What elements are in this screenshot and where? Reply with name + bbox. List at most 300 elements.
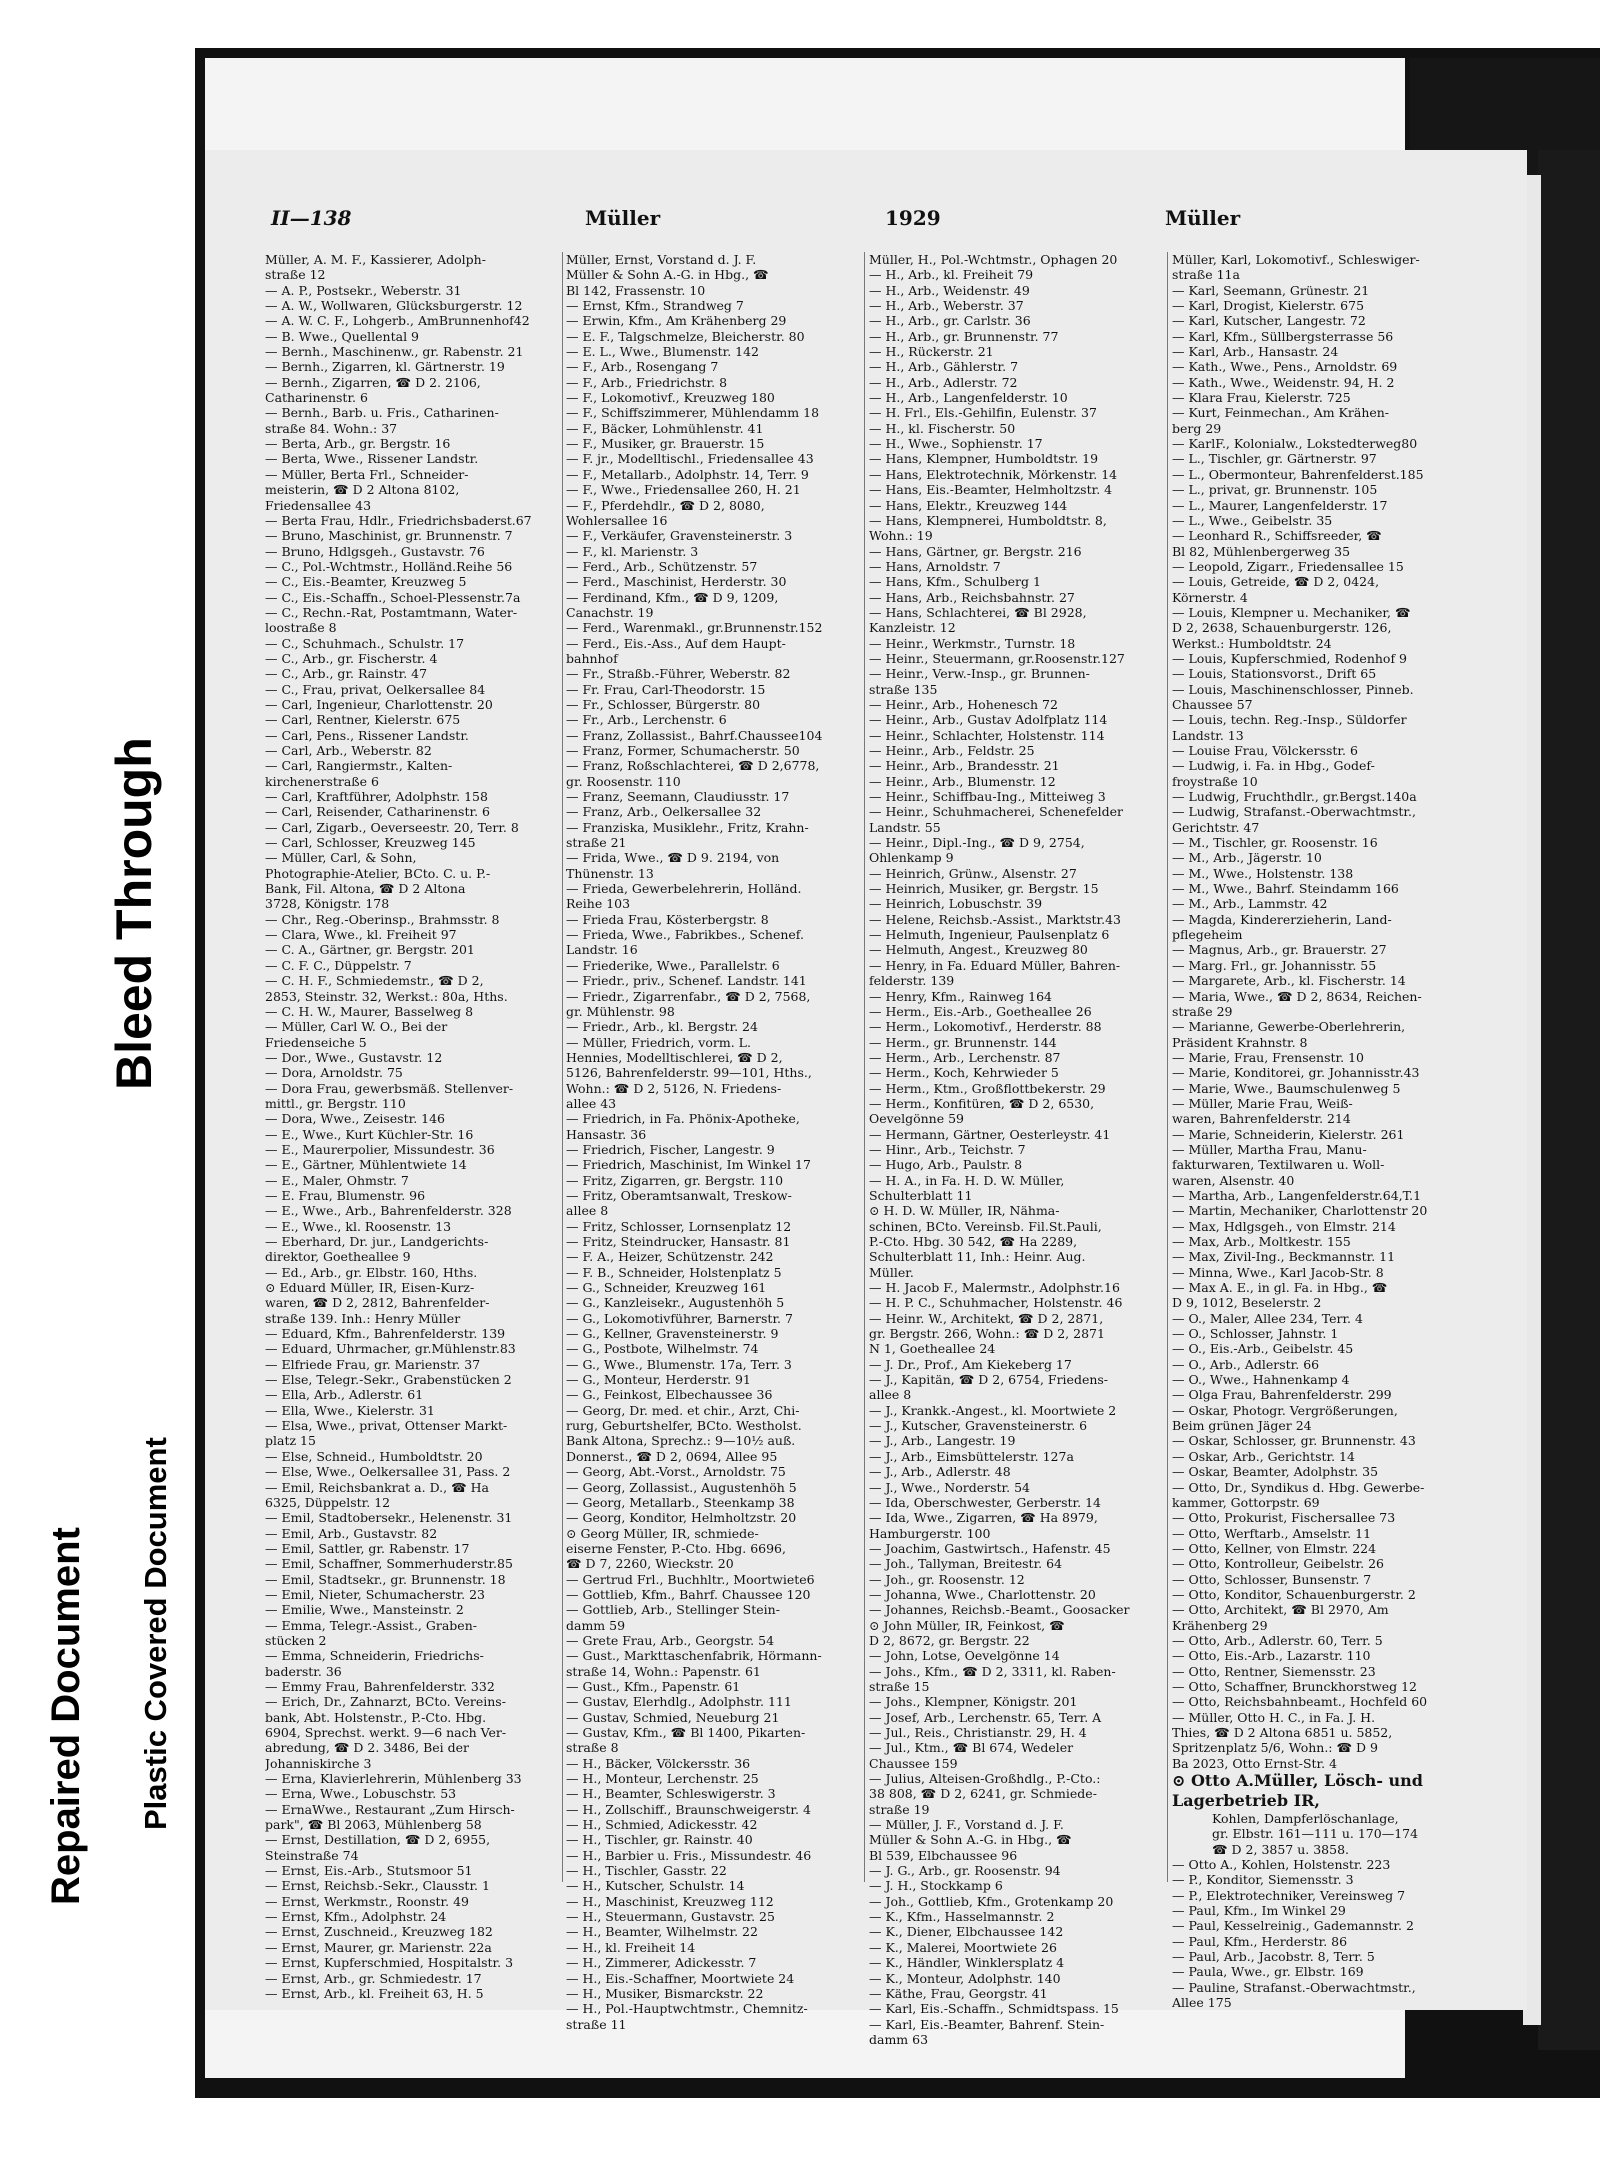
directory-entry-line: — Ludwig, i. Fa. in Hbg., Godef- [1172,758,1375,774]
directory-entry-line: — E., Maler, Ohmstr. 7 [265,1172,409,1188]
directory-entry-line: — Franz, Zollassist., Bahrf.Chaussee104 [566,727,823,743]
directory-entry-line: Gerichtstr. 47 [1172,819,1260,835]
directory-entry-line: — G., Schneider, Kreuzweg 161 [566,1280,767,1296]
directory-entry-line: — Fr., Schlosser, Bürgerstr. 80 [566,696,761,712]
directory-entry-line: — C. H. F., Schmiedemstr., ☎ D 2, [265,973,484,989]
directory-entry-line: — Käthe, Frau, Georgstr. 41 [869,1985,1048,2001]
directory-entry-line: — Ferdinand, Kfm., ☎ D 9, 1209, [566,589,779,605]
directory-entry-line: — Else, Wwe., Oelkersallee 31, Pass. 2 [265,1464,511,1480]
directory-entry-line: — H., Musiker, Bismarckstr. 22 [566,1985,764,2001]
directory-entry-line: — Friedr., Zigarrenfabr., ☎ D 2, 7568, [566,988,811,1004]
directory-entry-line: straße 11a [1172,267,1240,283]
directory-entry-line: — Herm., Arb., Lerchenstr. 87 [869,1049,1061,1065]
plastic-covered-label: Plastic Covered Document [138,1437,173,1830]
directory-entry-line: Wohn.: 19 [869,528,933,544]
directory-entry-line: — Elfriede Frau, gr. Marienstr. 37 [265,1356,481,1372]
directory-entry-line: — Karl, Kfm., Süllbergsterrasse 56 [1172,328,1394,344]
directory-entry-line: — Leopold, Zigarr., Friedensallee 15 [1172,558,1404,574]
column-4 [1172,252,1464,2011]
directory-entry-line: — Herm., Lokomotivf., Herderstr. 88 [869,1019,1102,1035]
directory-entry-line: — Eduard, Uhrmacher, gr.Mühlenstr.83 [265,1341,516,1357]
directory-entry-line: gr. Bergstr. 266, Wohn.: ☎ D 2, 2871 [869,1326,1105,1342]
directory-entry-line: — Ferd., Warenmakl., gr.Brunnenstr.152 [566,620,823,636]
directory-entry-line: Müller & Sohn A.-G. in Hbg., ☎ [566,267,769,283]
directory-entry-line: — H., kl. Fischerstr. 50 [869,420,1016,436]
directory-entry-line: — M., Wwe., Holstenstr. 138 [1172,865,1354,881]
directory-entry-line: — M., Arb., Lammstr. 42 [1172,896,1328,912]
directory-entry-line: Steinstraße 74 [265,1847,359,1863]
directory-entry-line: — E., Maurerpolier, Missundestr. 36 [265,1141,495,1157]
directory-entry-line: — Paul, Kfm., Herderstr. 86 [1172,1933,1348,1949]
directory-entry-line: — Gust., Markttaschenfabrik, Hörmann- [566,1648,822,1664]
directory-entry-line: Krähenberg 29 [1172,1617,1268,1633]
directory-entry-line: — Hinr., Arb., Teichstr. 7 [869,1141,1026,1157]
directory-entry-line: straße 14, Wohn.: Papenstr. 61 [566,1663,761,1679]
directory-entry-line: — Joh., Tallyman, Breitestr. 64 [869,1556,1063,1572]
directory-entry-line: allee 43 [566,1095,617,1111]
directory-entry-line: — Hans, Gärtner, gr. Bergstr. 216 [869,543,1082,559]
directory-entry-line: — Ernst, Kfm., Adolphstr. 24 [265,1909,447,1925]
directory-entry-line: — Else, Schneid., Humboldtstr. 20 [265,1448,483,1464]
directory-entry-line: — Max A. E., in gl. Fa. in Hbg., ☎ [1172,1280,1388,1296]
directory-entry-line: — Otto, Eis.-Arb., Lazarstr. 110 [1172,1648,1371,1664]
directory-entry-line: — H., Arb., Weberstr. 37 [869,298,1024,314]
directory-entry-line: — ErnaWwe., Restaurant „Zum Hirsch- [265,1801,515,1817]
directory-entry-line: gr. Roosenstr. 110 [566,773,681,789]
directory-entry-line: — Hans, Elektrotechnik, Mörkenstr. 14 [869,466,1118,482]
directory-entry-line: — Otto, Prokurist, Fischersallee 73 [1172,1510,1396,1526]
directory-entry-line: — Müller, Carl, & Sohn, [265,850,417,866]
directory-entry-line: — O., Maler, Allee 234, Terr. 4 [1172,1310,1363,1326]
directory-entry-line: 2853, Steinstr. 32, Werkst.: 80a, Hths. [265,988,508,1004]
directory-entry-line: — H., Tischler, Gasstr. 22 [566,1863,727,1879]
directory-entry-line: — Gust., Kfm., Papenstr. 61 [566,1678,741,1694]
directory-entry-line: Oevelgönne 59 [869,1111,965,1127]
page-number: II—138 [271,206,352,230]
directory-entry-line: — Leonhard R., Schiffsreeder, ☎ [1172,528,1382,544]
directory-entry-line: — F. A., Heizer, Schützenstr. 242 [566,1249,774,1265]
page-content [245,192,1485,2047]
directory-entry-line: P.-Cto. Hbg. 30 542, ☎ Ha 2289, [869,1234,1078,1249]
directory-entry-line: — Marie, Konditorei, gr. Johannisstr.43 [1172,1065,1420,1081]
directory-entry-line: — H., Arb., kl. Freiheit 79 [869,267,1034,283]
firm-detail: gr. Elbstr. 161—111 u. 170—174 [1212,1826,1419,1842]
directory-entry-line: pflegeheim [1172,927,1243,943]
directory-entry-line: mittl., gr. Bergstr. 110 [265,1095,406,1111]
directory-entry-line: damm 63 [869,2031,929,2047]
directory-entry-line: straße 135 [869,681,938,697]
directory-entry-line: — Ernst, Zuschneid., Kreuzweg 182 [265,1924,493,1940]
directory-entry-line: — P., Konditor, Siemensstr. 3 [1172,1872,1354,1888]
directory-entry-line: — Max, Zivil-Ing., Beckmannstr. 11 [1172,1249,1396,1265]
column-rule [864,252,865,1882]
directory-entry-line: — Erna, Klavierlehrerin, Mühlenberg 33 [265,1771,522,1787]
directory-entry-line: — Jul., Reis., Christianstr. 29, H. 4 [869,1725,1087,1740]
directory-entry-line: — H., Monteur, Lerchenstr. 25 [566,1771,759,1787]
directory-entry-line: — Louis, Klempner u. Mechaniker, ☎ [1172,604,1411,620]
directory-entry-line: straße 29 [1172,1003,1233,1019]
directory-entry-line: Spritzenplatz 5/6, Wohn.: ☎ D 9 [1172,1740,1378,1756]
directory-entry-line: — F., kl. Marienstr. 3 [566,543,699,559]
directory-entry-line: — Bernh., Zigarren, kl. Gärtnerstr. 19 [265,359,505,375]
directory-entry-line: — Helmuth, Ingenieur, Paulsenplatz 6 [869,927,1110,943]
directory-entry-line: Präsident Krahnstr. 8 [1172,1034,1308,1050]
directory-entry-line: Werkst.: Humboldtstr. 24 [1172,635,1332,651]
directory-entry-line: — Müller, Otto H. C., in Fa. J. H. [1172,1709,1376,1725]
directory-entry-line: — Johs., Kfm., ☎ D 2, 3311, kl. Raben- [869,1663,1116,1679]
directory-entry-line: — Erich, Dr., Zahnarzt, BCto. Vereins- [265,1694,506,1710]
directory-entry-line: — H. Frl., Els.-Gehilfin, Eulenstr. 37 [869,405,1097,421]
column-rule [1167,252,1168,1882]
directory-entry-line: Bank, Fil. Altona, ☎ D 2 Altona [265,881,466,897]
directory-entry-line: direktor, Goetheallee 9 [265,1249,411,1265]
directory-entry-line: — H., Maschinist, Kreuzweg 112 [566,1893,774,1909]
directory-entry-line: — Georg, Abt.-Vorst., Arnoldstr. 75 [566,1464,786,1480]
directory-entry-line: — O., Wwe., Hahnenkamp 4 [1172,1372,1350,1388]
directory-entry-line: D 9, 1012, Beselerstr. 2 [1172,1295,1322,1311]
directory-entry-line: — F., Arb., Friedrichstr. 8 [566,374,728,390]
directory-entry-line: — Magda, Kindererzieherin, Land- [1172,911,1392,927]
directory-entry-line: schinen, BCto. Vereinsb. Fil.St.Pauli, [869,1218,1102,1234]
directory-entry-line: abredung, ☎ D 2. 3486, Bei der [265,1740,470,1756]
directory-entry-line: — Hans, Klempnerei, Humboldtstr. 8, [869,512,1107,528]
directory-entry-line: — Otto, Konditor, Schauenburgerstr. 2 [1172,1586,1416,1602]
directory-entry-line: — Heinr., Werkmstr., Turnstr. 18 [869,635,1076,651]
directory-entry-line: — Hans, Klempner, Humboldtstr. 19 [869,451,1099,467]
directory-entry-line: — Heinr., Dipl.-Ing., ☎ D 9, 2754, [869,835,1085,851]
directory-entry-line: — Fritz, Zigarren, gr. Bergstr. 110 [566,1172,784,1188]
directory-entry-line: — Kath., Wwe., Weidenstr. 94, H. 2 [1172,374,1395,390]
directory-entry-line: — Ferd., Arb., Schützenstr. 57 [566,558,758,574]
directory-entry-line: — H., Tischler, gr. Rainstr. 40 [566,1832,753,1848]
directory-entry-line: — Louis, Stationsvorst., Drift 65 [1172,666,1377,682]
directory-entry-line: — L., privat, gr. Brunnenstr. 105 [1172,482,1378,498]
directory-entry-line: — F. B., Schneider, Holstenplatz 5 [566,1264,782,1280]
directory-entry-line: stücken 2 [265,1632,327,1648]
directory-entry-line: — Otto, Rentner, Siemensstr. 23 [1172,1663,1376,1679]
directory-entry-line: — Emma, Telegr.-Assist., Graben- [265,1617,477,1633]
directory-entry-line: — G., Lokomotivführer, Barnerstr. 7 [566,1310,793,1326]
directory-entry-line: Wohn.: ☎ D 2, 5126, N. Friedens- [566,1080,782,1096]
directory-entry-line: — Heinr., Schuhmacherei, Schenefelder [869,804,1123,820]
directory-entry-line: — Karl, Seemann, Grünestr. 21 [1172,282,1370,298]
directory-entry-line: — Carl, Rentner, Kielerstr. 675 [265,712,461,728]
directory-entry-line: — F., Wwe., Friedensallee 260, H. 21 [566,482,801,498]
directory-entry-line: — Jul., Ktm., ☎ Bl 674, Wedeler [869,1740,1074,1756]
directory-entry-line: — Marie, Schneiderin, Kielerstr. 261 [1172,1126,1405,1142]
directory-entry-line: — Fritz, Steindrucker, Hansastr. 81 [566,1234,791,1249]
directory-entry-line: — Gustav, Kfm., ☎ Bl 1400, Pikarten- [566,1725,806,1740]
directory-entry-line: loostraße 8 [265,620,337,636]
directory-entry-line: — C. F. C., Düppelstr. 7 [265,957,412,973]
directory-entry-line: — K., Malerei, Moortwiete 26 [869,1939,1057,1955]
directory-entry-line: — Josef, Arb., Lerchenstr. 65, Terr. A [869,1709,1102,1725]
directory-entry-line: — Henry, in Fa. Eduard Müller, Bahren- [869,957,1121,973]
directory-entry-line: — Friederike, Wwe., Parallelstr. 6 [566,957,780,973]
directory-entry-line: — J., Kutscher, Gravensteinerstr. 6 [869,1418,1088,1434]
directory-entry-line: — Kath., Wwe., Pens., Arnoldstr. 69 [1172,359,1398,375]
directory-entry-line: — Marg. Frl., gr. Johannisstr. 55 [1172,957,1377,973]
directory-entry-line: Canachstr. 19 [566,604,654,620]
directory-entry-line: — Marie, Wwe., Baumschulenweg 5 [1172,1080,1401,1096]
directory-entry-line: — Heinr., Verw.-Insp., gr. Brunnen- [869,666,1090,682]
directory-entry-line: — H., Wwe., Sophienstr. 17 [869,436,1043,452]
directory-entry-line: — G., Postbote, Wilhelmstr. 74 [566,1341,759,1357]
directory-entry-line: — Friedrich, Fischer, Langestr. 9 [566,1141,775,1157]
directory-entry-line: 38 808, ☎ D 2, 6241, gr. Schmiede- [869,1786,1097,1802]
directory-entry-line: — H., Pol.-Hauptwchtmstr., Chemnitz- [566,2001,808,2017]
directory-entry-line: — Bruno, Hdlgsgeh., Gustavstr. 76 [265,543,485,559]
directory-entry-line: — Müller, Friedrich, vorm. L. [566,1034,751,1050]
directory-entry-line: — Müller, J. F., Vorstand d. J. F. [869,1817,1064,1833]
directory-entry-line: Donnerst., ☎ D 2, 0694, Allee 95 [566,1448,778,1464]
book-edge-dark [1538,150,1600,2050]
directory-entry-line: froystraße 10 [1172,773,1258,789]
directory-entry-line: — Fritz, Oberamtsanwalt, Treskow- [566,1187,792,1203]
directory-entry-line: — F. jr., Modelltischl., Friedensallee 43 [566,451,814,467]
directory-entry-line: — H., Arb., Gählerstr. 7 [869,359,1019,375]
directory-entry-line: — Dora Frau, gewerbsmäß. Stellenver- [265,1080,514,1096]
directory-entry-line: — Herm., Koch, Kehrwieder 5 [869,1065,1059,1081]
directory-entry-line: Schulterblatt 11, Inh.: Heinr. Aug. [869,1249,1086,1265]
directory-entry-line: — K., Händler, Winklersplatz 4 [869,1955,1065,1971]
directory-entry-line: — Gustav, Elerhdlg., Adolphstr. 111 [566,1694,792,1710]
directory-entry-line: — O., Schlosser, Jahnstr. 1 [1172,1326,1339,1342]
directory-entry-line: — M., Arb., Jägerstr. 10 [1172,850,1322,866]
directory-entry-line: — Carl, Kraftführer, Adolphstr. 158 [265,789,488,805]
directory-entry-line: — P., Elektrotechniker, Vereinsweg 7 [1172,1887,1406,1903]
directory-entry-line: — Frieda, Gewerbelehrerin, Holländ. [566,881,802,897]
directory-entry-line: 6904, Sprechst. werkt. 9—6 nach Ver- [265,1725,507,1740]
directory-entry-line: — O., Eis.-Arb., Geibelstr. 45 [1172,1341,1354,1357]
directory-entry-line: — Heinr., Arb., Hohenesch 72 [869,696,1058,712]
directory-entry-line: — Dora, Arnoldstr. 75 [265,1065,403,1081]
directory-entry-line: — L., Maurer, Langenfelderstr. 17 [1172,497,1388,513]
directory-entry-line: — Grete Frau, Arb., Georgstr. 54 [566,1632,775,1648]
directory-entry-line: straße 84. Wohn.: 37 [265,420,398,436]
directory-entry-line: — Ernst, Destillation, ☎ D 2, 6955, [265,1832,491,1848]
directory-entry-line: — Ida, Oberschwester, Gerberstr. 14 [869,1494,1102,1510]
directory-entry-line: — Carl, Reisender, Catharinenstr. 6 [265,804,490,820]
directory-entry-line: Bl 82, Mühlenbergerweg 35 [1172,543,1351,559]
directory-page [205,150,1527,2047]
directory-entry-line: — Fr., Arb., Lerchenstr. 6 [566,712,727,728]
directory-entry-line: — Emil, Stadtsekr., gr. Brunnenstr. 18 [265,1571,506,1587]
directory-entry-line: — Emil, Schaffner, Sommerhuderstr.85 [265,1556,513,1572]
directory-entry-line: Landstr. 55 [869,819,941,835]
directory-entry-line: — E. L., Wwe., Blumenstr. 142 [566,344,760,360]
directory-entry-line: — Herm., gr. Brunnenstr. 144 [869,1034,1057,1050]
directory-entry-line: — A. W. C. F., Lohgerb., AmBrunnenhof42 [265,313,530,329]
directory-entry-line: — Maria, Wwe., ☎ D 2, 8634, Reichen- [1172,988,1422,1004]
directory-entry-line: Körnerstr. 4 [1172,589,1248,605]
directory-entry-line: — Heinr., Schlachter, Holstenstr. 114 [869,727,1105,743]
directory-entry-line: — H., Steuermann, Gustavstr. 25 [566,1909,775,1925]
directory-entry-line: — Otto, Kellner, von Elmstr. 224 [1172,1540,1377,1556]
directory-entry-line: — Marie, Frau, Frensenstr. 10 [1172,1049,1364,1065]
directory-entry-line: Thünenstr. 13 [566,865,654,881]
directory-entry-line: berg 29 [1172,420,1222,436]
directory-entry-line: — H., Zimmerer, Adickesstr. 7 [566,1955,757,1971]
directory-entry-line: — J., Wwe., Norderstr. 54 [869,1479,1031,1495]
directory-entry-line: — Hans, Kfm., Schulberg 1 [869,574,1041,590]
directory-entry-line: — Gustav, Schmied, Neueburg 21 [566,1709,780,1725]
directory-entry-line: — Bruno, Maschinist, gr. Brunnenstr. 7 [265,528,513,544]
directory-entry-line: — Ernst, Werkmstr., Roonstr. 49 [265,1893,470,1909]
directory-entry-line: Kanzleistr. 12 [869,620,956,636]
directory-entry-line: — Else, Telegr.-Sekr., Grabenstücken 2 [265,1372,512,1388]
directory-entry-line: — Paul, Kesselreinig., Gademannstr. 2 [1172,1918,1414,1934]
directory-entry-line: — Friedrich, in Fa. Phönix-Apotheke, [566,1111,800,1127]
directory-entry-line: — H., Eis.-Schaffner, Moortwiete 24 [566,1970,795,1986]
directory-entry-line: — H., Rückerstr. 21 [869,344,994,360]
directory-entry-line: — Heinrich, Grünw., Alsenstr. 27 [869,865,1077,881]
directory-entry-line: — Erna, Wwe., Lobuschstr. 53 [265,1786,457,1802]
directory-entry-line: — Otto, Architekt, ☎ Bl 2970, Am [1172,1602,1389,1618]
directory-entry-line: bank, Abt. Holstenstr., P.-Cto. Hbg. [265,1709,487,1725]
directory-entry-line: — J., Arb., Adlerstr. 48 [869,1464,1011,1480]
directory-entry-line: — Hugo, Arb., Paulstr. 8 [869,1157,1023,1173]
directory-entry-line: — Louis, Kupferschmied, Rodenhof 9 [1172,650,1408,666]
directory-entry-line: — J., Krankk.-Angest., kl. Moortwiete 2 [869,1402,1117,1418]
directory-entry-line: — Oskar, Photogr. Vergrößerungen, [1172,1402,1398,1418]
directory-entry-line: — Ernst, Maurer, gr. Marienstr. 22a [265,1939,492,1955]
header-name-left: Müller [585,206,661,230]
directory-entry-line: — Müller, Marie Frau, Weiß- [1172,1095,1353,1111]
firm-title-line2: Lagerbetrieb IR, [1172,1791,1320,1811]
header-name-right: Müller [1165,206,1241,230]
directory-entry-line: kammer, Gottorpstr. 69 [1172,1494,1320,1510]
directory-entry-line: — Ernst, Arb., kl. Freiheit 63, H. 5 [265,1985,484,2001]
directory-entry-line: — G., Wwe., Blumenstr. 17a, Terr. 3 [566,1356,792,1372]
directory-entry-line: eiserne Fenster, P.-Cto. Hbg. 6696, [566,1540,786,1556]
directory-entry-line: — A. W., Wollwaren, Glücksburgerstr. 12 [265,298,523,314]
directory-entry-line: park", ☎ Bl 2063, Mühlenberg 58 [265,1817,482,1833]
directory-entry-line: — Otto, Arb., Adlerstr. 60, Terr. 5 [1172,1632,1383,1648]
directory-entry-line: Bl 539, Elbchaussee 96 [869,1847,1018,1863]
directory-entry-line: — F., Metallarb., Adolphstr. 14, Terr. 9 [566,466,809,482]
directory-entry-line: D 2, 2638, Schauenburgerstr. 126, [1172,620,1392,636]
directory-entry-line: — J., Arb., Langestr. 19 [869,1433,1016,1449]
directory-entry-line: — Hans, Schlachterei, ☎ Bl 2928, [869,604,1087,620]
directory-entry-line: waren, Alsenstr. 40 [1172,1172,1295,1188]
column-2 [566,252,858,2032]
directory-entry-line: Müller & Sohn A.-G. in Hbg., ☎ [869,1832,1072,1848]
directory-entry-line: — Friedr., Arb., kl. Bergstr. 24 [566,1019,758,1035]
directory-entry-line: Johanniskirche 3 [265,1755,372,1771]
directory-entry-line: Photographie-Atelier, BCto. C. u. P.- [265,865,491,881]
directory-entry-line: — Karl, Eis.-Schaffn., Schmidtspass. 15 [869,2001,1119,2017]
directory-entry-line: — C., Rechn.-Rat, Postamtmann, Water- [265,604,518,620]
directory-entry-line: — Ernst, Arb., gr. Schmiedestr. 17 [265,1970,482,1986]
directory-entry-line: Hamburgerstr. 100 [869,1525,991,1541]
directory-entry-line: — C., Frau, privat, Oelkersallee 84 [265,681,486,697]
directory-entry-line: — C., Pol.-Wchtmstr., Holländ.Reihe 56 [265,558,513,574]
directory-entry-line: — Georg, Zollassist., Augustenhöh 5 [566,1479,797,1495]
directory-entry-line: — F., Pferdehdlr., ☎ D 2, 8080, [566,497,765,513]
directory-entry-line: waren, Bahrenfelderstr. 214 [1172,1111,1351,1127]
directory-entry-line: — C., Arb., gr. Rainstr. 47 [265,666,428,682]
directory-entry-line: Ba 2023, Otto Ernst-Str. 4 [1172,1755,1338,1771]
directory-entry-line: — M., Tischler, gr. Roosenstr. 16 [1172,835,1378,851]
directory-entry-line: Reihe 103 [566,896,631,912]
directory-entry-line: Chaussee 57 [1172,696,1253,712]
directory-entry-line: — Gottlieb, Kfm., Bahrf. Chaussee 120 [566,1586,811,1602]
directory-entry-line: — John, Lotse, Oevelgönne 14 [869,1648,1060,1664]
directory-entry-line: — Max, Arb., Moltkestr. 155 [1172,1234,1351,1249]
directory-entry-line: — G., Monteur, Herderstr. 91 [566,1372,751,1388]
directory-entry-line: — Otto, Dr., Syndikus d. Hbg. Gewerbe- [1172,1479,1425,1495]
directory-entry-line: — Ernst, Reichsb.-Sekr., Clausstr. 1 [265,1878,490,1894]
column-4-tail-entries [1172,1857,1464,2010]
directory-entry-line: — F., Lokomotivf., Kreuzweg 180 [566,390,775,406]
directory-entry-line: — H. P. C., Schuhmacher, Holstenstr. 46 [869,1295,1123,1311]
directory-entry-line: gr. Mühlenstr. 98 [566,1003,675,1019]
directory-entry-line: Catharinenstr. 6 [265,390,368,406]
directory-entry-line: Beim grünen Jäger 24 [1172,1418,1312,1434]
directory-entry-line: — Müller, Carl W. O., Bei der [265,1019,448,1035]
directory-entry-line: — E., Wwe., Kurt Küchler-Str. 16 [265,1126,474,1142]
directory-entry-line: — G., Kellner, Gravensteinerstr. 9 [566,1326,779,1342]
directory-entry-line: 3728, Königstr. 178 [265,896,390,912]
directory-entry-line: — Gertrud Frl., Buchhltr., Moortwiete6 [566,1571,815,1587]
directory-entry-line: — Margarete, Arb., kl. Fischerstr. 14 [1172,973,1406,989]
directory-entry-line: — KarlF., Kolonialw., Lokstedterweg80 [1172,436,1418,452]
directory-entry-line: waren, ☎ D 2, 2812, Bahrenfelder- [265,1295,490,1311]
directory-entry-line: — Hans, Arb., Reichsbahnstr. 27 [869,589,1075,605]
firm-detail: Kohlen, Dampferlöschanlage, [1212,1811,1399,1827]
directory-entry-line: — Heinr. W., Architekt, ☎ D 2, 2871, [869,1310,1104,1326]
directory-entry-line: Müller. [869,1264,914,1280]
directory-entry-line: — C., Eis.-Beamter, Kreuzweg 5 [265,574,467,590]
directory-entry-line: — Elsa, Wwe., privat, Ottenser Markt- [265,1418,508,1434]
directory-entry-line: — Oskar, Schlosser, gr. Brunnenstr. 43 [1172,1433,1416,1449]
directory-entry-line: — Carl, Rangiermstr., Kalten- [265,758,453,774]
directory-entry-line: — Paula, Wwe., gr. Elbstr. 169 [1172,1964,1364,1980]
directory-entry-line: — Oskar, Beamter, Adolphstr. 35 [1172,1464,1379,1480]
directory-entry-line: — Louis, Getreide, ☎ D 2, 0424, [1172,574,1380,590]
directory-entry-line: — Friedrich, Maschinist, Im Winkel 17 [566,1157,811,1173]
directory-entry-line: — Karl, Drogist, Kielerstr. 675 [1172,298,1365,314]
directory-entry-line: platz 15 [265,1433,316,1449]
directory-entry-line: — Frieda Frau, Kösterbergstr. 8 [566,911,769,927]
directory-entry-line: straße 21 [566,835,627,851]
directory-entry-line: — Julius, Alteisen-Großhdlg., P.-Cto.: [869,1771,1101,1787]
directory-entry-line: ⊙ John Müller, IR, Feinkost, ☎ [869,1617,1065,1633]
column-4-entries [1172,252,1464,1771]
directory-entry-line: Friedensallee 43 [265,497,372,513]
directory-entry-line: — Emil, Sattler, gr. Rabenstr. 17 [265,1540,470,1556]
directory-entry-line: — Ella, Wwe., Kielerstr. 31 [265,1402,435,1418]
directory-entry-line: — Herm., Konfitüren, ☎ D 2, 6530, [869,1095,1095,1111]
directory-entry-line: — Ida, Wwe., Zigarren, ☎ Ha 8979, [869,1510,1098,1526]
directory-entry-line: — Dor., Wwe., Gustavstr. 12 [265,1049,443,1065]
directory-entry-line: — Johs., Klempner, Königstr. 201 [869,1694,1078,1710]
directory-entry-line: straße 15 [869,1678,930,1694]
directory-entry-line: — Karl, Eis.-Beamter, Bahrenf. Stein- [869,2016,1105,2032]
directory-entry-line: — J. G., Arb., gr. Roosenstr. 94 [869,1863,1061,1879]
directory-entry-line: — Emil, Reichsbankrat a. D., ☎ Ha [265,1479,489,1495]
directory-entry-line: — L., Tischler, gr. Gärtnerstr. 97 [1172,451,1377,467]
directory-entry-line: — K., Monteur, Adolphstr. 140 [869,1970,1061,1986]
directory-entry-line: — H., Arb., gr. Brunnenstr. 77 [869,328,1059,344]
directory-entry-line: ⊙ Eduard Müller, IR, Eisen-Kurz- [265,1280,475,1296]
directory-entry-line: — Karl, Arb., Hansastr. 24 [1172,344,1339,360]
directory-entry-line: — H., Barbier u. Fris., Missundestr. 46 [566,1847,812,1863]
directory-entry-line: — H., Beamter, Wilhelmstr. 22 [566,1924,758,1940]
directory-entry-line: Landstr. 16 [566,942,638,958]
directory-entry-line: Wohlersallee 16 [566,512,668,528]
